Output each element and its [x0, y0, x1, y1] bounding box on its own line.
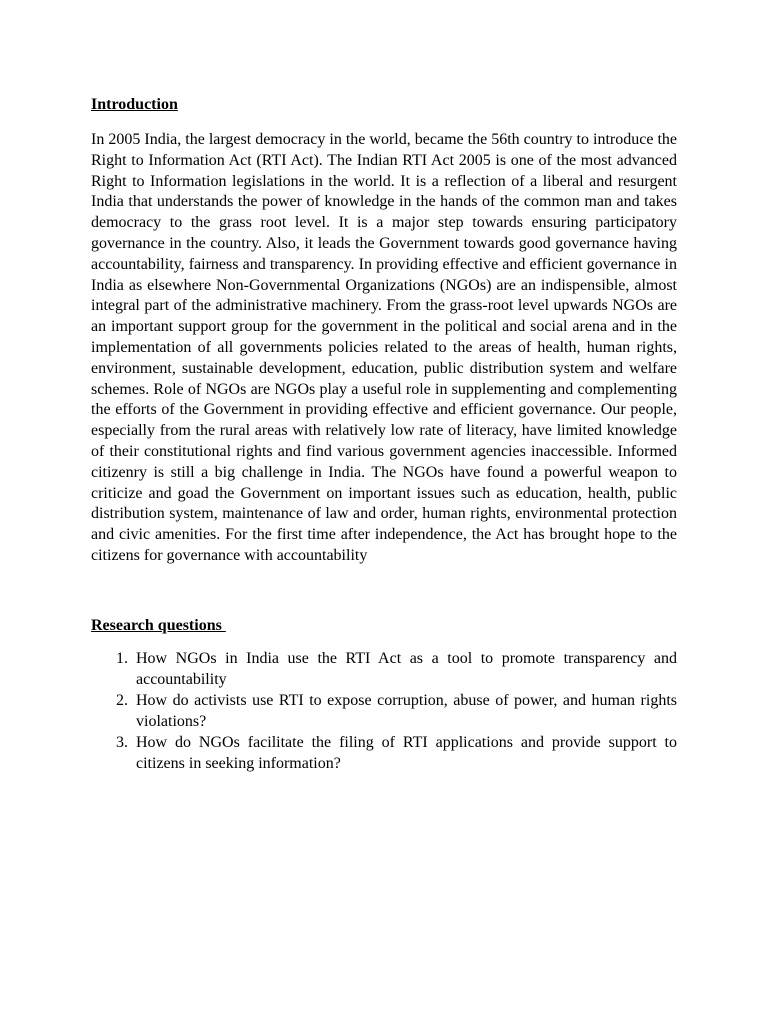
- introduction-heading: Introduction: [91, 96, 178, 113]
- list-item-text: How NGOs in India use the RTI Act as a tool to promote transparency and accountability: [136, 649, 677, 688]
- list-item-number: 3.: [116, 733, 128, 751]
- list-item-number: 1.: [116, 649, 128, 667]
- list-item: [91, 648, 677, 690]
- list-item: [91, 732, 677, 774]
- list-item-text: How do NGOs facilitate the filing of RTI applications and provide support to citizens in seeking information?: [136, 733, 677, 772]
- document-body: [91, 94, 677, 774]
- research-questions-list: [91, 648, 677, 774]
- introduction-paragraph: In 2005 India, the largest democracy in the world, became the 56th country to introduce the Right to Information Act (RTI Act). The Indian RTI Act 2005 is one of the most advanced Right to Information legislations in the world. It is a reflection of a liberal and resurgent India that understands the power of knowledge in the hands of the common man and takes democracy to the grass root level. It is a major step towards ensuring participatory governance in the country. Also, it leads the Government towards good governance having accountability, fairness and transparency. In providing effective and efficient governance in India as elsewhere Non-Governmental Organizations (NGOs) are an indispensible, almost integral part of the administrative machinery. From the grass-root level upwards NGOs are an important support group for the government in the political and social arena and in the implementation of all governments policies related to the areas of health, human rights, environment, sustainable development, education, public distribution system and welfare schemes. Role of NGOs are NGOs play a useful role in supplementing and complementing the efforts of the Government in providing effective and efficient governance. Our people, especially from the rural areas with relatively low rate of literacy, have limited knowledge of their constitutional rights and find various government agencies inaccessible. Informed citizenry is still a big challenge in India. The NGOs have found a powerful weapon to criticize and goad the Government on important issues such as education, health, public distribution system, maintenance of law and order, human rights, environmental protection and civic amenities. For the first time after independence, the Act has brought hope to the citizens for governance with accountability: [91, 131, 677, 564]
- list-item-number: 2.: [116, 691, 128, 709]
- list-item: [91, 690, 677, 732]
- list-item-text: How do activists use RTI to expose corruption, abuse of power, and human rights violations?: [136, 691, 677, 730]
- research-questions-heading: Research questions: [91, 616, 226, 634]
